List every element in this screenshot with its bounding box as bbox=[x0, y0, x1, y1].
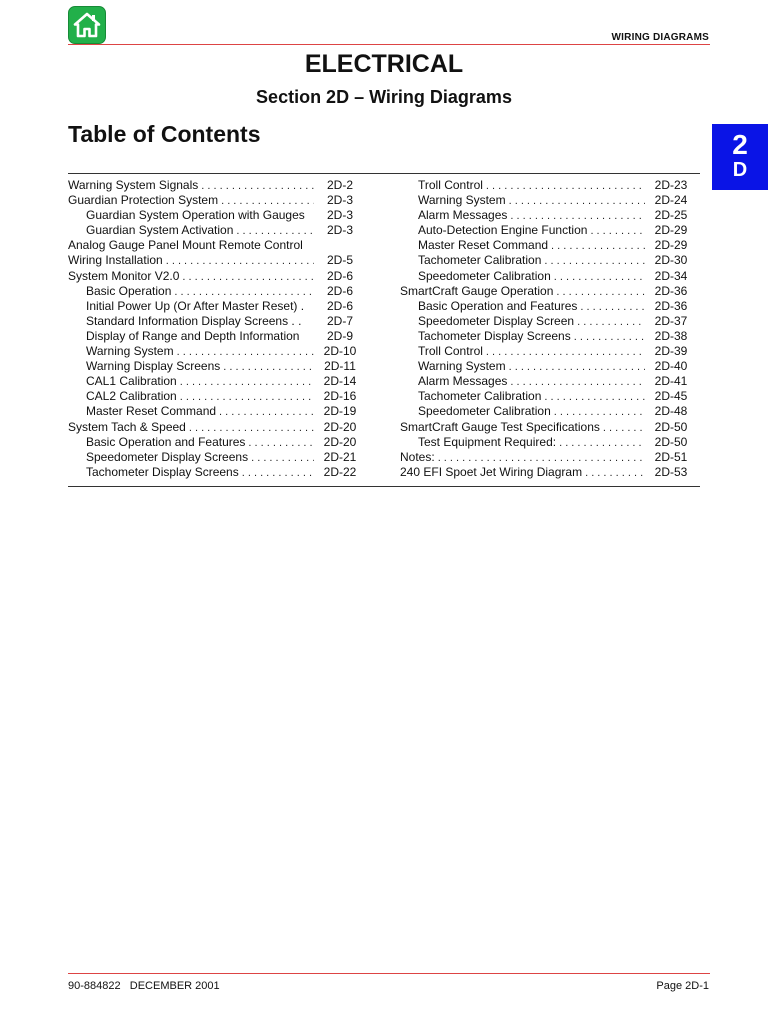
toc-entry[interactable] bbox=[68, 435, 362, 450]
toc-entry-title: Basic Operation and Features bbox=[86, 434, 246, 449]
toc-entry[interactable] bbox=[68, 269, 362, 284]
toc-entry-page: 2D-50 bbox=[654, 419, 688, 434]
toc-entry[interactable] bbox=[68, 208, 362, 223]
toc-entry-leader bbox=[554, 405, 645, 420]
toc-entry-title: CAL1 Calibration bbox=[86, 374, 177, 389]
toc-entry-page: 2D-36 bbox=[654, 283, 688, 298]
toc-entry-title: Notes: bbox=[400, 449, 435, 464]
toc-entry-title: Warning Display Screens bbox=[86, 359, 221, 374]
toc-entry-page: 2D-39 bbox=[654, 344, 688, 359]
toc-entry[interactable] bbox=[400, 299, 693, 314]
toc-entry-page: 2D-37 bbox=[654, 313, 688, 328]
toc-entry[interactable] bbox=[68, 299, 362, 314]
toc-entry-page: 2D-36 bbox=[654, 298, 688, 313]
toc-entry-title: Test Equipment Required: bbox=[418, 434, 557, 449]
toc-entry[interactable] bbox=[68, 284, 362, 299]
toc-entry-page: 2D-11 bbox=[324, 359, 356, 374]
toc-entry-title: Speedometer Display Screen bbox=[418, 313, 575, 328]
toc-entry-page: 2D-41 bbox=[654, 374, 688, 389]
header-section-label: WIRING DIAGRAMS bbox=[611, 32, 709, 43]
toc-entry[interactable] bbox=[68, 223, 362, 238]
toc-bottom-rule bbox=[68, 486, 700, 487]
page-subtitle: Section 2D – Wiring Diagrams bbox=[256, 87, 512, 107]
toc-entry[interactable] bbox=[400, 435, 693, 450]
toc-entry-page: 2D-30 bbox=[654, 253, 688, 268]
toc-entry-leader bbox=[486, 345, 645, 360]
footer-page-number: Page 2D-1 bbox=[656, 980, 709, 992]
toc-entry-page: 2D-10 bbox=[323, 344, 357, 359]
toc-entry-page: 2D-34 bbox=[654, 268, 688, 283]
toc-entry-leader bbox=[251, 451, 314, 466]
toc-entry[interactable] bbox=[400, 284, 693, 299]
toc-entry-page: 2D-21 bbox=[323, 449, 357, 464]
toc-entry-page: 2D-24 bbox=[654, 193, 688, 208]
toc-entry-page: 2D-25 bbox=[654, 208, 688, 223]
toc-entry-page: 2D-20 bbox=[323, 419, 357, 434]
toc-entry-title: Guardian System Operation with Gauges bbox=[86, 208, 305, 223]
toc-entry[interactable] bbox=[400, 420, 693, 435]
toc-entry-leader bbox=[242, 466, 314, 481]
toc-entry-title: Guardian System Activation bbox=[86, 223, 234, 238]
toc-entry-page: 2D-2 bbox=[326, 178, 353, 192]
toc-entry-leader bbox=[177, 345, 314, 360]
toc-entry-title: Auto-Detection Engine Function bbox=[418, 223, 588, 238]
toc-entry-leader bbox=[486, 179, 645, 194]
section-tab-letter: D bbox=[732, 159, 748, 181]
toc-entry-page: 2D-50 bbox=[654, 434, 688, 449]
toc-entry[interactable] bbox=[68, 359, 362, 374]
toc-entry-title: Master Reset Command bbox=[418, 238, 549, 253]
home-icon bbox=[72, 10, 102, 40]
toc-entry-title: Warning System bbox=[418, 359, 506, 374]
toc-entry-page: 2D-6 bbox=[326, 268, 353, 283]
footer-doc-info: 90-884822 DECEMBER 2001 bbox=[68, 980, 220, 992]
toc-entry-title: 240 EFI Spoet Jet Wiring Diagram bbox=[400, 464, 583, 479]
toc-entry-page: 2D-22 bbox=[323, 464, 357, 479]
toc-entry[interactable] bbox=[68, 344, 362, 359]
toc-entry[interactable] bbox=[68, 420, 362, 435]
home-button[interactable] bbox=[68, 6, 106, 44]
footer-rule bbox=[68, 973, 710, 974]
toc-entry[interactable] bbox=[68, 450, 362, 465]
toc-entry[interactable] bbox=[400, 329, 693, 344]
toc-heading: Table of Contents bbox=[68, 121, 261, 147]
toc-entry-leader bbox=[221, 194, 314, 209]
toc-left-column bbox=[68, 178, 362, 480]
toc-entry[interactable] bbox=[68, 404, 362, 419]
toc-entry-page: 2D-6 bbox=[326, 283, 353, 298]
toc-entry-leader bbox=[248, 436, 314, 451]
toc-entry-title: Master Reset Command bbox=[86, 404, 217, 419]
toc-entry-page: 2D-48 bbox=[654, 404, 688, 419]
toc-entry-leader bbox=[180, 375, 314, 390]
toc-entry-leader bbox=[551, 239, 645, 254]
toc-entry-page: 2D-3 bbox=[326, 223, 353, 238]
toc-entry[interactable] bbox=[400, 314, 693, 329]
toc-entry[interactable] bbox=[400, 450, 693, 465]
toc-entry-title: Tachometer Display Screens bbox=[418, 328, 571, 343]
toc-entry-leader bbox=[580, 300, 645, 315]
toc-entry-page: 2D-14 bbox=[323, 374, 357, 389]
toc-entry[interactable] bbox=[68, 374, 362, 389]
toc-entry[interactable] bbox=[68, 314, 362, 329]
toc-entry-page: 2D-38 bbox=[654, 328, 688, 343]
toc-entry-leader bbox=[585, 466, 645, 481]
page-title: ELECTRICAL bbox=[304, 50, 464, 78]
toc-entry[interactable] bbox=[400, 178, 693, 193]
toc-entry[interactable] bbox=[400, 193, 693, 208]
toc-entry-leader bbox=[509, 360, 645, 375]
toc-entry[interactable] bbox=[400, 269, 693, 284]
toc-entry-page: 2D-23 bbox=[654, 178, 688, 192]
toc-entry-page: 2D-45 bbox=[654, 389, 688, 404]
toc-entry-page: 2D-29 bbox=[654, 238, 688, 253]
toc-entry-page: 2D-40 bbox=[654, 359, 688, 374]
toc-entry-leader bbox=[219, 405, 314, 420]
toc-entry-title: SmartCraft Gauge Operation bbox=[400, 283, 554, 298]
toc-entry-title: Analog Gauge Panel Mount Remote Control bbox=[68, 238, 303, 253]
toc-entry[interactable] bbox=[68, 178, 362, 193]
section-tab[interactable] bbox=[712, 124, 768, 190]
toc-entry-page: 2D-51 bbox=[654, 449, 688, 464]
toc-entry-leader bbox=[544, 390, 645, 405]
toc-entry-title: System Tach & Speed bbox=[68, 419, 186, 434]
toc-entry-leader bbox=[603, 421, 645, 436]
toc-entry-page: 2D-19 bbox=[323, 404, 357, 419]
toc-entry[interactable] bbox=[400, 344, 693, 359]
toc-entry[interactable] bbox=[68, 389, 362, 404]
toc-entry-page: 2D-7 bbox=[326, 313, 353, 328]
toc-entry-title: Speedometer Calibration bbox=[418, 268, 551, 283]
toc-entry-title: Speedometer Display Screens bbox=[86, 449, 249, 464]
toc-entry-leader bbox=[510, 209, 645, 224]
toc-entry[interactable] bbox=[400, 359, 693, 374]
toc-entry-leader bbox=[438, 451, 645, 466]
header-rule bbox=[68, 44, 710, 45]
toc-entry-page: 2D-5 bbox=[326, 253, 353, 268]
toc-entry-title: Standard Information Display Screens . . bbox=[86, 313, 302, 328]
toc-entry-title: Display of Range and Depth Information bbox=[86, 328, 300, 343]
toc-entry-page: 2D-29 bbox=[654, 223, 688, 238]
toc-entry-page: 2D-3 bbox=[326, 193, 353, 208]
toc-right-column bbox=[400, 178, 693, 480]
toc-entry[interactable] bbox=[68, 193, 362, 208]
toc-entry-leader bbox=[166, 254, 314, 269]
toc-entry-leader bbox=[236, 224, 314, 239]
toc-entry-leader bbox=[182, 270, 314, 285]
toc-entry-title: Alarm Messages bbox=[418, 374, 508, 389]
toc-entry-page: 2D-3 bbox=[326, 208, 353, 223]
toc-entry-page: 2D-53 bbox=[654, 464, 688, 479]
toc-entry-title: Warning System Signals bbox=[68, 178, 199, 192]
toc-entry-title: Alarm Messages bbox=[418, 208, 508, 223]
toc-entry-page: 2D-16 bbox=[323, 389, 357, 404]
toc-entry-title: System Monitor V2.0 bbox=[68, 268, 180, 283]
toc-entry-leader bbox=[201, 179, 314, 194]
toc-entry[interactable] bbox=[68, 329, 362, 344]
toc-entry-page: 2D-20 bbox=[323, 434, 357, 449]
toc-entry-leader bbox=[509, 194, 645, 209]
toc-entry-leader bbox=[189, 421, 314, 436]
toc-entry-title: Tachometer Display Screens bbox=[86, 464, 239, 479]
toc-entry[interactable] bbox=[400, 238, 693, 253]
toc-entry-leader bbox=[556, 285, 645, 300]
toc-entry-leader bbox=[510, 375, 645, 390]
toc-entry-title: Warning System bbox=[86, 344, 174, 359]
toc-entry[interactable] bbox=[400, 389, 693, 404]
toc-entry-leader bbox=[590, 224, 645, 239]
toc-entry-page: 2D-6 bbox=[326, 298, 353, 313]
toc-entry[interactable] bbox=[400, 223, 693, 238]
toc-entry-page: 2D-9 bbox=[326, 328, 353, 343]
toc-entry-leader bbox=[559, 436, 645, 451]
toc-entry[interactable] bbox=[400, 374, 693, 389]
toc-entry-leader bbox=[223, 360, 314, 375]
toc-entry-title: Basic Operation bbox=[86, 283, 172, 298]
toc-entry-title: SmartCraft Gauge Test Specifications bbox=[400, 419, 600, 434]
toc-entry-leader bbox=[577, 315, 645, 330]
toc-top-rule bbox=[68, 173, 700, 174]
toc-entry[interactable] bbox=[400, 208, 693, 223]
toc-entry[interactable] bbox=[400, 404, 693, 419]
toc-entry-title: Tachometer Calibration bbox=[418, 389, 542, 404]
toc-entry-leader bbox=[544, 254, 645, 269]
toc-entry-title: Initial Power Up (Or After Master Reset) . bbox=[86, 298, 305, 313]
toc-entry-title: Guardian Protection System bbox=[68, 193, 219, 208]
toc-entry-leader bbox=[180, 390, 314, 405]
toc-entry-title: Troll Control bbox=[418, 178, 483, 192]
toc-entry-leader bbox=[174, 285, 314, 300]
toc-entry-leader bbox=[574, 330, 645, 345]
toc-entry-title: Basic Operation and Features bbox=[418, 298, 578, 313]
toc-entry-title: Tachometer Calibration bbox=[418, 253, 542, 268]
toc-entry-title: Warning System bbox=[418, 193, 506, 208]
toc-entry-title: Wiring Installation bbox=[68, 253, 163, 268]
toc-entry-title: Troll Control bbox=[418, 344, 483, 359]
toc-entry[interactable] bbox=[68, 238, 362, 253]
toc-entry[interactable] bbox=[68, 465, 362, 480]
toc-entry-title: Speedometer Calibration bbox=[418, 404, 551, 419]
toc-entry[interactable] bbox=[400, 465, 693, 480]
toc-entry[interactable] bbox=[400, 253, 693, 268]
toc-entry-title: CAL2 Calibration bbox=[86, 389, 177, 404]
toc-entry-leader bbox=[554, 270, 645, 285]
section-tab-number: 2 bbox=[732, 129, 748, 160]
toc-entry[interactable] bbox=[68, 253, 362, 268]
